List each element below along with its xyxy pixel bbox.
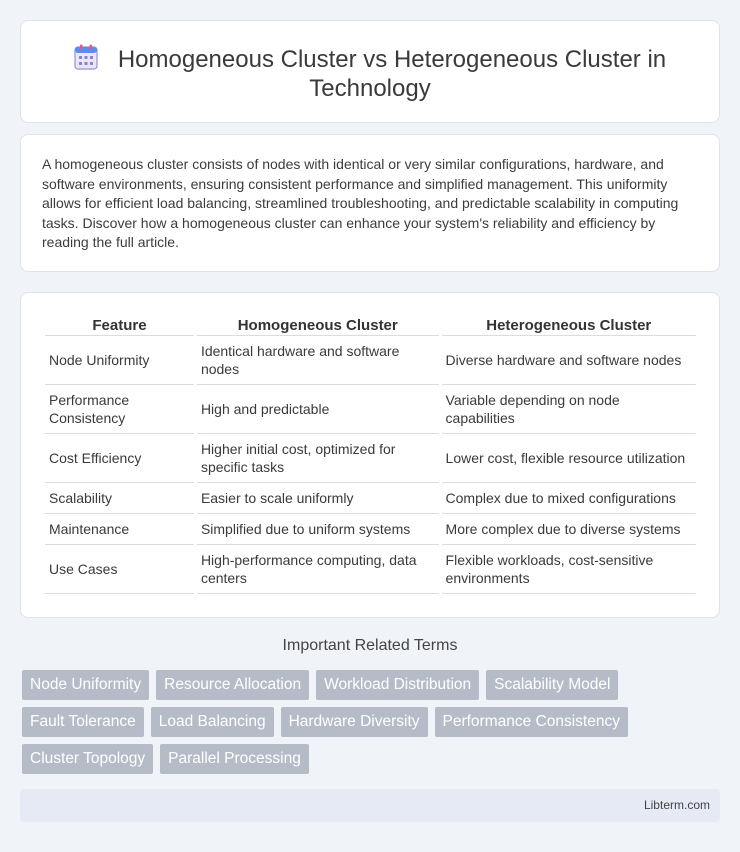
tag-parallel-processing[interactable]: Parallel Processing [160, 744, 309, 774]
related-terms-heading: Important Related Terms [282, 637, 458, 654]
footer-bar [20, 789, 720, 822]
tag-scalability-model[interactable]: Scalability Model [486, 670, 618, 700]
tag-row [22, 744, 702, 774]
cell-heterogeneous: Diverse hardware and software nodes [442, 336, 696, 385]
cell-homogeneous: High-performance computing, data centers [197, 545, 439, 594]
table-row [45, 385, 696, 434]
calendar-icon [74, 44, 98, 70]
page-title: Homogeneous Cluster vs Heterogeneous Cluster in Technology [117, 46, 667, 102]
cell-feature: Cost Efficiency [45, 434, 194, 483]
table-row [45, 434, 696, 483]
header-feature: Feature [45, 316, 194, 336]
cell-feature: Node Uniformity [45, 336, 194, 385]
intro-paragraph: A homogeneous cluster consists of nodes with identical or very similar configurations, hardware, and software environments, ensuring consistent performance and simplified management. This uniformity allows for efficient load balancing, streamlined troubleshooting, and predictable scalability in computing tasks. Discover how a homogeneous cluster can enhance your system's reliability and efficiency by reading the full article. [42, 156, 679, 250]
tag-row [22, 670, 702, 700]
tag-workload-distribution[interactable]: Workload Distribution [316, 670, 479, 700]
comparison-card [20, 292, 720, 618]
title-card [20, 20, 720, 123]
cell-heterogeneous: Lower cost, flexible resource utilization [442, 434, 696, 483]
cell-homogeneous: Simplified due to uniform systems [197, 514, 439, 545]
footer-brand: Libterm.com [643, 798, 710, 812]
tag-row [22, 707, 702, 737]
cell-feature: Use Cases [45, 545, 194, 594]
cell-heterogeneous: More complex due to diverse systems [442, 514, 696, 545]
table-header-row [45, 316, 696, 336]
page-title-wrap [21, 44, 719, 103]
tag-load-balancing[interactable]: Load Balancing [151, 707, 274, 737]
cell-homogeneous: Identical hardware and software nodes [197, 336, 439, 385]
table-row [45, 514, 696, 545]
tag-resource-allocation[interactable]: Resource Allocation [156, 670, 309, 700]
cell-heterogeneous: Complex due to mixed configurations [442, 483, 696, 514]
cell-homogeneous: High and predictable [197, 385, 439, 434]
tag-cluster-topology[interactable]: Cluster Topology [22, 744, 153, 774]
related-terms-tags [22, 670, 702, 781]
cell-feature: Maintenance [45, 514, 194, 545]
table-row [45, 545, 696, 594]
comparison-table [42, 316, 699, 594]
table-row [45, 483, 696, 514]
tag-hardware-diversity[interactable]: Hardware Diversity [281, 707, 428, 737]
tag-fault-tolerance[interactable]: Fault Tolerance [22, 707, 144, 737]
header-heterogeneous: Heterogeneous Cluster [442, 316, 696, 336]
tag-node-uniformity[interactable]: Node Uniformity [22, 670, 149, 700]
cell-homogeneous: Higher initial cost, optimized for specific tasks [197, 434, 439, 483]
intro-card [20, 134, 720, 272]
cell-heterogeneous: Flexible workloads, cost-sensitive environments [442, 545, 696, 594]
cell-feature: Scalability [45, 483, 194, 514]
tag-performance-consistency[interactable]: Performance Consistency [435, 707, 628, 737]
cell-homogeneous: Easier to scale uniformly [197, 483, 439, 514]
table-row [45, 336, 696, 385]
cell-heterogeneous: Variable depending on node capabilities [442, 385, 696, 434]
cell-feature: Performance Consistency [45, 385, 194, 434]
header-homogeneous: Homogeneous Cluster [197, 316, 439, 336]
